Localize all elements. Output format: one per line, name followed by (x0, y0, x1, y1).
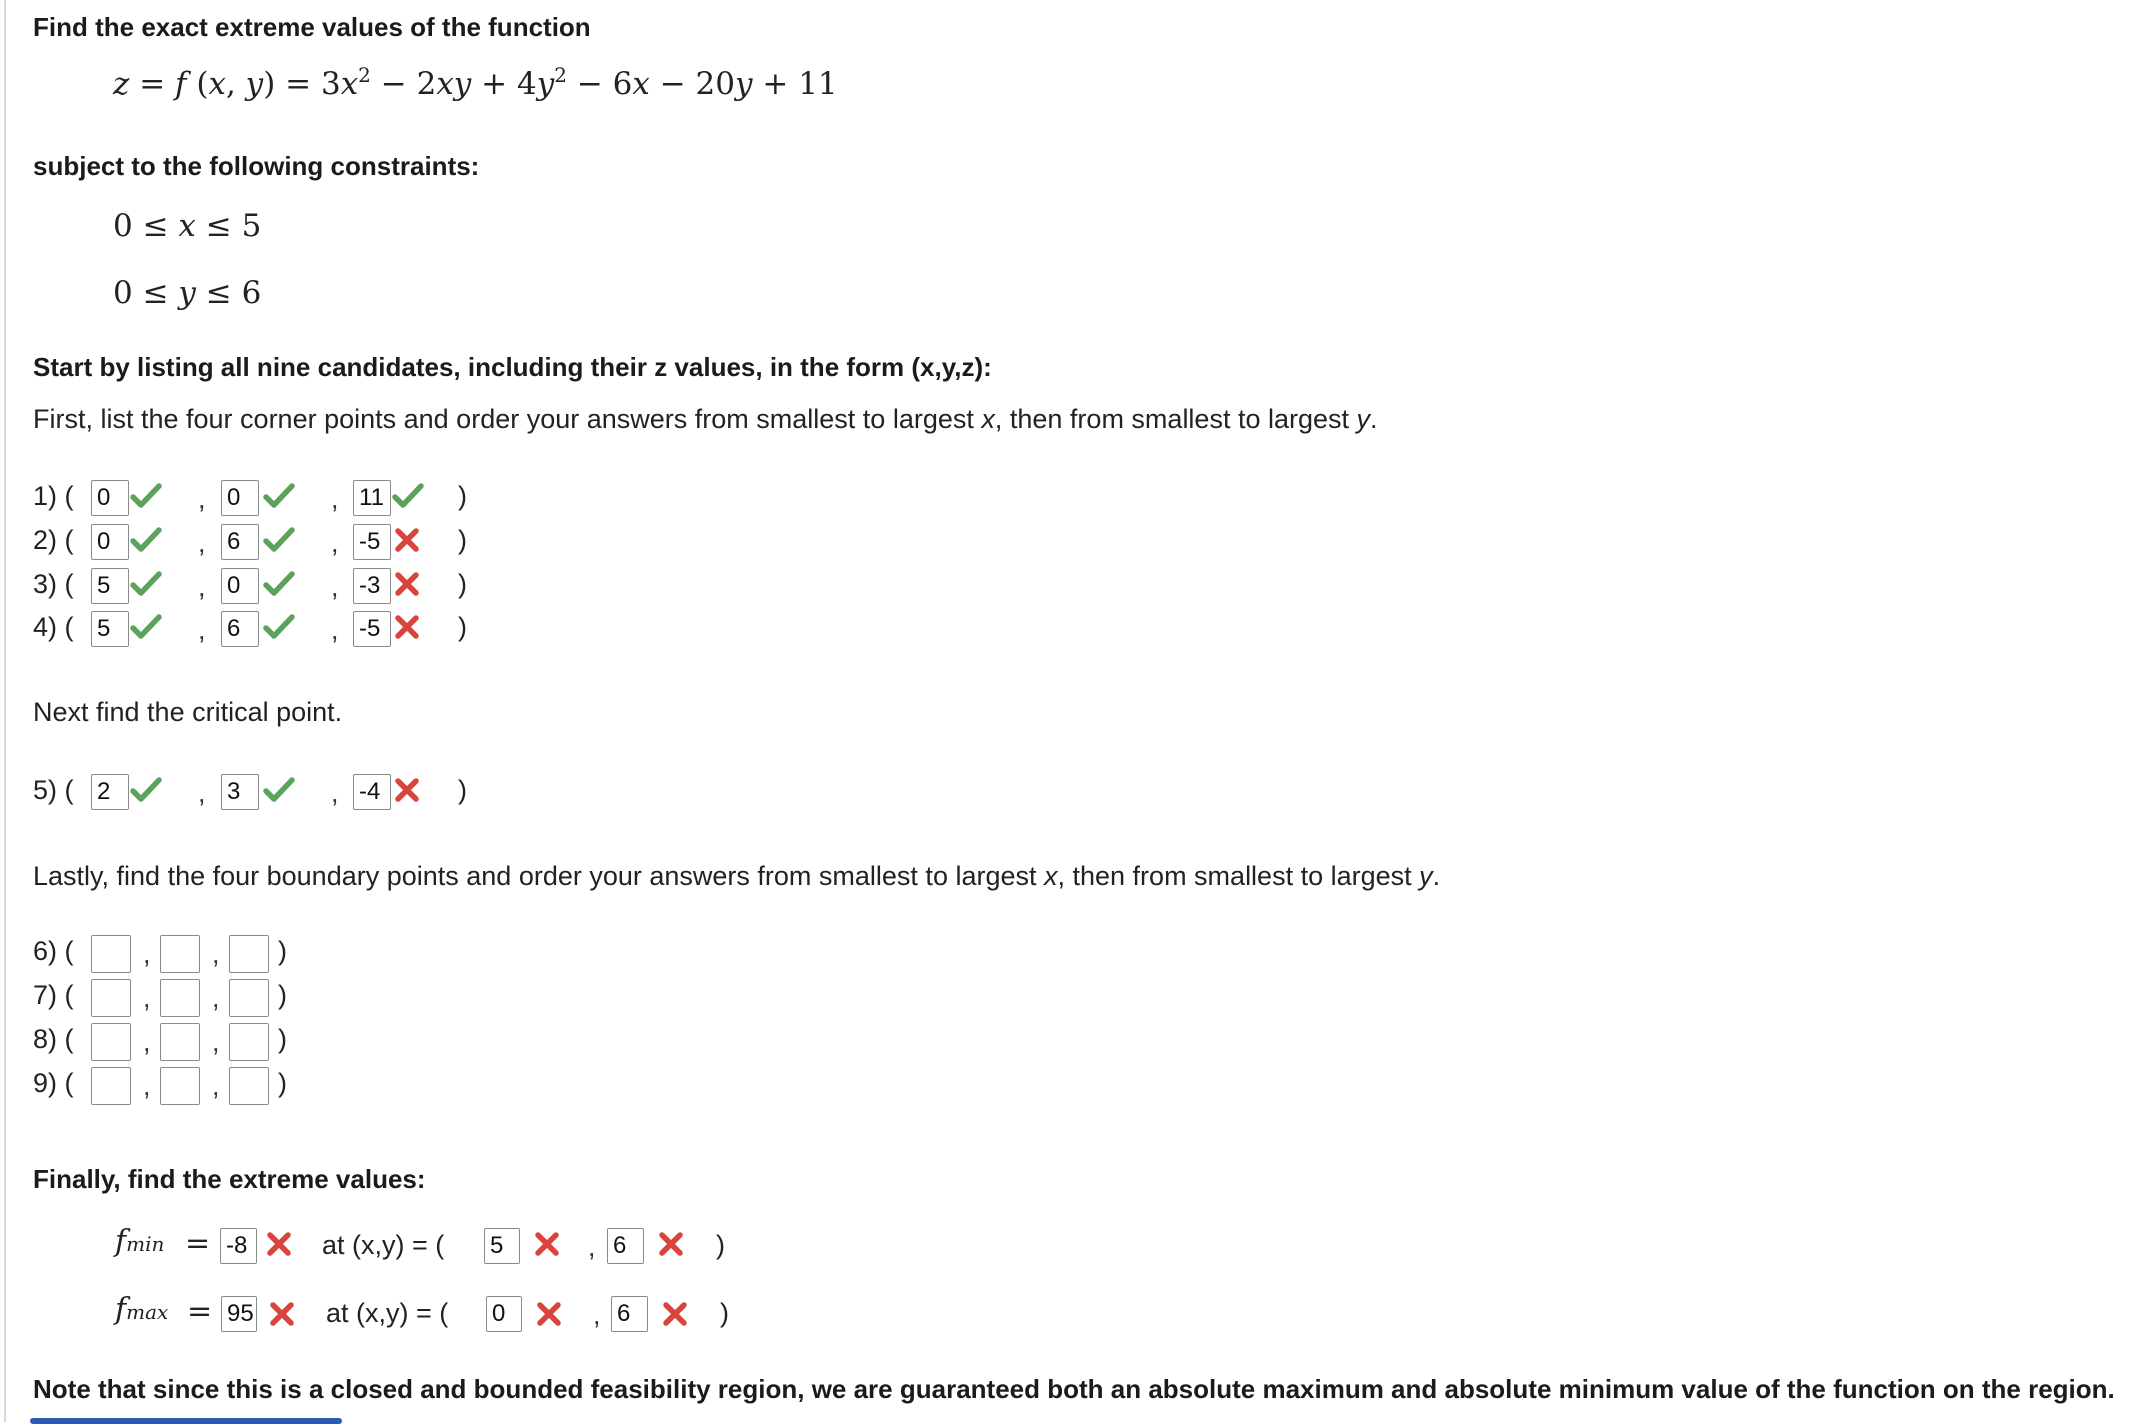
x-value-input[interactable]: 5 (91, 611, 129, 647)
comma: , (593, 1300, 601, 1330)
close-paren: ) (278, 980, 287, 1010)
comma: , (331, 484, 339, 514)
row-label: 6) ( (33, 936, 74, 966)
comma: , (198, 615, 206, 645)
comma: , (331, 615, 339, 645)
x-mark-icon (392, 526, 426, 556)
critical-row (0, 772, 2144, 812)
checkmark-icon (263, 613, 297, 643)
submit-button-edge[interactable] (30, 1418, 342, 1424)
boundary-row-8 (0, 1021, 2144, 1061)
comma: , (143, 939, 151, 969)
comma: , (588, 1232, 596, 1262)
z-value-input[interactable] (229, 1023, 269, 1061)
comma: , (198, 484, 206, 514)
checkmark-icon (263, 482, 297, 512)
row-label: 4) ( (33, 612, 74, 642)
row-label: 7) ( (33, 980, 74, 1010)
z-value-input[interactable]: -5 (353, 611, 391, 647)
fmin-subscript: min (126, 1232, 165, 1256)
x-mark-icon (534, 1300, 568, 1330)
comma: , (212, 1071, 220, 1101)
fmin-at-text: at (x,y) = ( (322, 1230, 445, 1260)
comma: , (212, 939, 220, 969)
comma: , (198, 572, 206, 602)
subject-text: subject to the following constraints: (33, 151, 480, 181)
x-mark-icon (656, 1230, 690, 1260)
y-value-input[interactable]: 6 (221, 611, 259, 647)
comma: , (331, 572, 339, 602)
start-text: Start by listing all nine candidates, including their z values, in the form (x,y,z): (33, 352, 992, 382)
row-label: 1) ( (33, 481, 74, 511)
fmax-subscript: max (126, 1300, 169, 1324)
boundary-row-6 (0, 933, 2144, 973)
x-mark-icon (264, 1230, 298, 1260)
y-value-input[interactable]: 0 (221, 568, 259, 604)
close-paren: ) (458, 612, 467, 642)
checkmark-icon (263, 570, 297, 600)
x-value-input[interactable] (91, 979, 131, 1017)
checkmark-icon (130, 776, 164, 806)
function-formula: z = f (x, $y) = 3x^2 - 2xy + 4y^2 - 6x - 20y + 11$ (113, 63, 838, 102)
comma: , (331, 528, 339, 558)
fmin-value-input[interactable]: -8 (220, 1228, 257, 1264)
x-value-input[interactable] (91, 1067, 131, 1105)
constraint-y: 0 ≤ y ≤ 6 (113, 275, 262, 311)
x-value-input[interactable]: 0 (91, 524, 129, 560)
z-value-input[interactable] (229, 935, 269, 973)
boundary-instruction: Lastly, find the four boundary points and order your answers from smallest to largest x, then from smallest to largest y. (33, 861, 1441, 891)
comma: , (143, 983, 151, 1013)
close-paren: ) (278, 1024, 287, 1054)
comma: , (198, 778, 206, 808)
fmax-at-text: at (x,y) = ( (326, 1298, 449, 1328)
fmax-equals: = (187, 1294, 213, 1329)
region-note: Note that since this is a closed and bounded feasibility region, we are guaranteed both an absolute maximum and absolute minimum value of the function on the region. (33, 1374, 2115, 1404)
checkmark-icon (130, 482, 164, 512)
fmin-y-input[interactable]: 6 (607, 1228, 644, 1264)
boundary-row-7 (0, 977, 2144, 1017)
comma: , (143, 1027, 151, 1057)
z-value-input[interactable]: -3 (353, 568, 391, 604)
x-mark-icon (392, 570, 426, 600)
fmax-value-input[interactable]: 95 (221, 1296, 257, 1332)
y-value-input[interactable] (160, 979, 200, 1017)
panel-left-border (4, 0, 6, 1422)
row-label: 2) ( (33, 525, 74, 555)
question-heading: Find the exact extreme values of the function (33, 12, 591, 42)
close-paren: ) (720, 1298, 729, 1328)
fmax-y-input[interactable]: 6 (611, 1296, 648, 1332)
x-mark-icon (532, 1230, 566, 1260)
fmin-equals: = (185, 1226, 211, 1261)
close-paren: ) (458, 525, 467, 555)
boundary-row-9 (0, 1065, 2144, 1105)
row-label: 3) ( (33, 569, 74, 599)
x-value-input[interactable] (91, 935, 131, 973)
close-paren: ) (458, 481, 467, 511)
corner-row-4 (0, 609, 2144, 649)
fmax-f: f (115, 1292, 127, 1327)
critical-instruction: Next find the critical point. (33, 697, 343, 727)
close-paren: ) (458, 569, 467, 599)
comma: , (198, 528, 206, 558)
checkmark-icon (392, 482, 426, 512)
comma: , (212, 1027, 220, 1057)
row-label: 9) ( (33, 1068, 74, 1098)
corner-row-1 (0, 478, 2144, 518)
checkmark-icon (263, 776, 297, 806)
corner-row-3 (0, 566, 2144, 606)
checkmark-icon (130, 613, 164, 643)
z-value-input[interactable] (229, 1067, 269, 1105)
x-mark-icon (267, 1300, 301, 1330)
close-paren: ) (458, 775, 467, 805)
fmin-f: f (115, 1224, 127, 1259)
close-paren: ) (278, 936, 287, 966)
y-value-input[interactable] (160, 1067, 200, 1105)
z-value-input[interactable]: -4 (353, 774, 391, 810)
z-value-input[interactable]: -5 (353, 524, 391, 560)
checkmark-icon (130, 570, 164, 600)
y-value-input[interactable]: 0 (221, 480, 259, 516)
comma: , (331, 778, 339, 808)
x-mark-icon (392, 613, 426, 643)
x-value-input[interactable]: 0 (91, 480, 129, 516)
checkmark-icon (263, 526, 297, 556)
fmin-symbol (115, 1224, 164, 1259)
comma: , (143, 1071, 151, 1101)
constraint-x: 0 ≤ x ≤ 5 (113, 208, 262, 244)
corner-row-2 (0, 522, 2144, 562)
checkmark-icon (130, 526, 164, 556)
close-paren: ) (716, 1230, 725, 1260)
fmin-row (0, 1226, 2144, 1266)
x-value-input[interactable]: 5 (91, 568, 129, 604)
x-mark-icon (660, 1300, 694, 1330)
y-value-input[interactable] (160, 935, 200, 973)
fmax-row (0, 1292, 2144, 1336)
y-value-input[interactable]: 6 (221, 524, 259, 560)
z-value-input[interactable]: 11 (353, 480, 391, 516)
y-value-input[interactable] (160, 1023, 200, 1061)
z-value-input[interactable] (229, 979, 269, 1017)
comma: , (212, 983, 220, 1013)
fmin-x-input[interactable]: 5 (484, 1228, 520, 1264)
fmax-x-input[interactable]: 0 (486, 1296, 522, 1332)
x-mark-icon (392, 776, 426, 806)
fmax-symbol (115, 1292, 168, 1327)
close-paren: ) (278, 1068, 287, 1098)
row-label: 8) ( (33, 1024, 74, 1054)
x-value-input[interactable]: 2 (91, 774, 129, 810)
y-value-input[interactable]: 3 (221, 774, 259, 810)
x-value-input[interactable] (91, 1023, 131, 1061)
row-label: 5) ( (33, 775, 74, 805)
corners-instruction: First, list the four corner points and order your answers from smallest to largest x, then from smallest to largest y. (33, 404, 1378, 434)
extreme-heading: Finally, find the extreme values: (33, 1164, 426, 1194)
